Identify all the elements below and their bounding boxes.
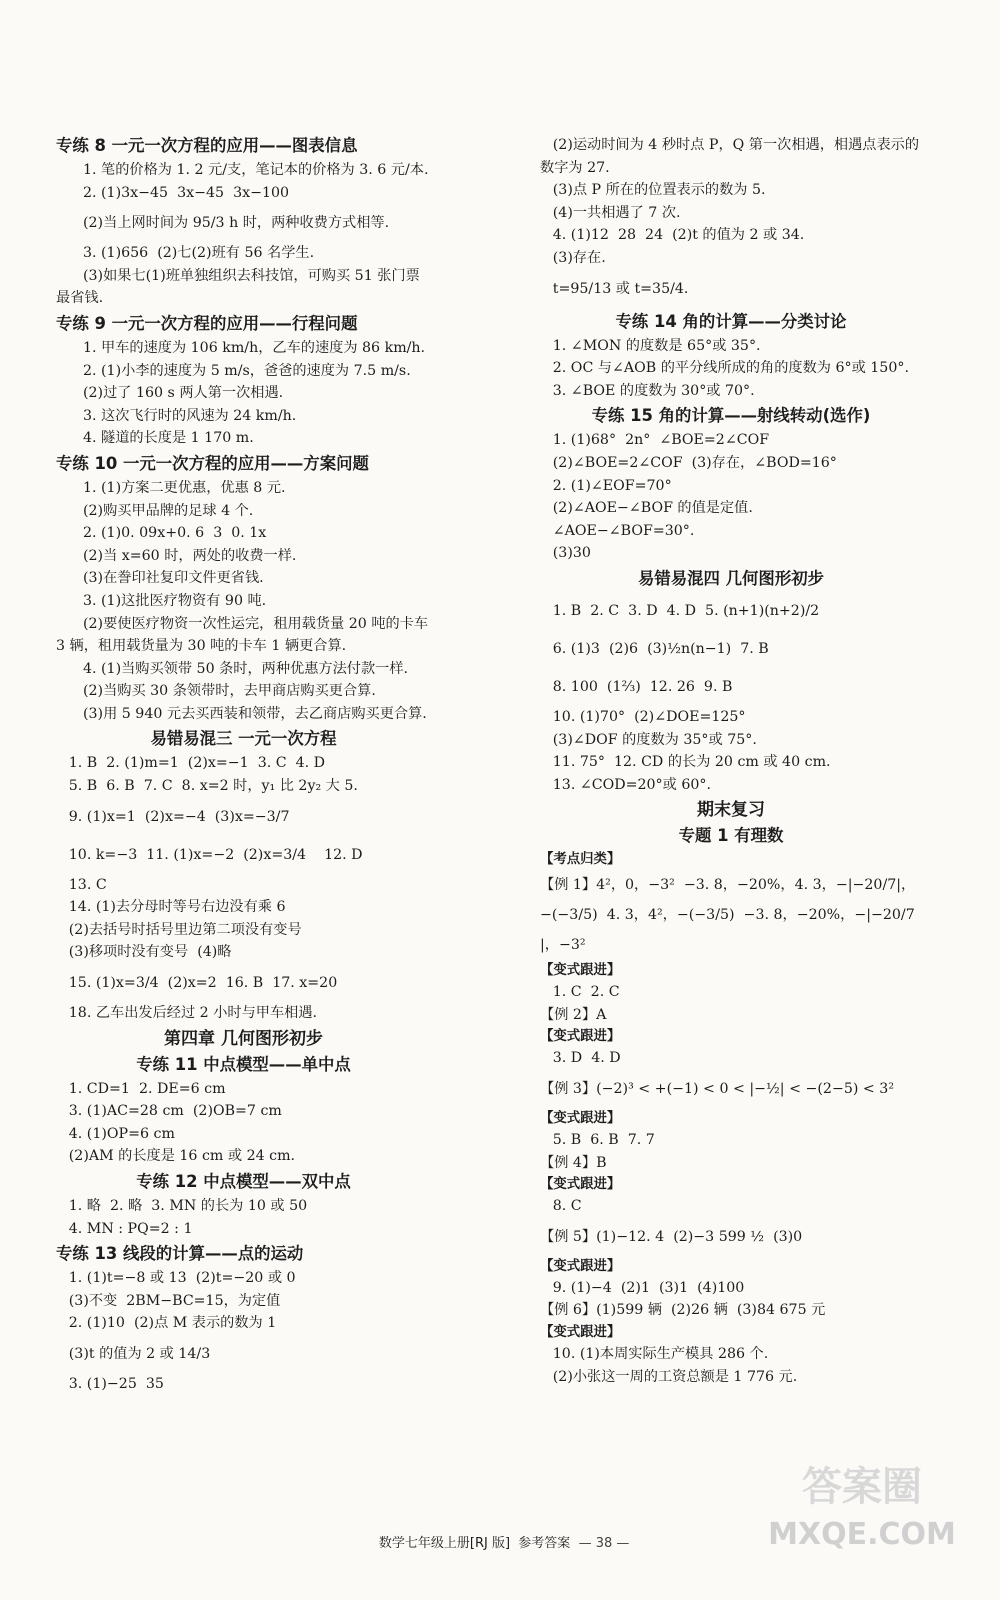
answer-line: 1. B 2. (1)m=1 (2)x=−1 3. C 4. D (68, 755, 326, 772)
answer-line: 【例 2】A (540, 1006, 607, 1023)
section-title: 易错易混三 一元一次方程 (150, 729, 337, 749)
answer-line: 4. (1)OP=6 cm (68, 1125, 175, 1142)
answer-line: 15. (1)x=3/4 (2)x=2 16. B 17. x=20 (68, 975, 338, 992)
answer-line: 8. C (552, 1198, 582, 1215)
tag-label: 【变式跟进】 (540, 1177, 621, 1193)
answer-line: 3. (1)这批医疗物资有 90 吨. (82, 592, 267, 609)
answer-line: 2. (1)∠EOF=70° (552, 477, 672, 494)
answer-line: (2)当购买 30 条领带时，去甲商店购买更合算. (82, 683, 376, 700)
answer-line: (2)运动时间为 4 秒时点 P，Q 第一次相遇，相遇点表示的数字为 27. (540, 137, 920, 176)
answer-line: 3. (1)−25 35 (68, 1375, 164, 1392)
section-title: 专练 15 角的计算——射线转动(选作) (591, 406, 871, 426)
tag-label: 【变式跟进】 (540, 1258, 621, 1274)
answer-line: 1. CD=1 2. DE=6 cm (68, 1080, 226, 1097)
answer-line: 3. ∠BOE 的度数为 30°或 70°. (552, 382, 755, 399)
right-column (540, 134, 922, 1388)
answer-line: 6. (1)3 (2)6 (3)½n(n−1) 7. B (552, 640, 769, 657)
watermark-logo-text: 答案圈 (802, 1464, 922, 1510)
watermark-logo (752, 1452, 972, 1562)
answer-line: 【例 5】(1)−12. 4 (2)−3 599 ½ (3)0 (540, 1228, 803, 1245)
answer-line: 4. (1)12 28 24 (2)t 的值为 2 或 34. (552, 227, 805, 244)
left-column (56, 132, 431, 1396)
answer-line: (2)当 x=60 时，两处的收费一样. (82, 547, 297, 564)
answer-line: (3)在誊印社复印文件更省钱. (82, 570, 264, 587)
tag-label: 【变式跟进】 (540, 1325, 621, 1341)
answer-line: 2. (1)0. 09x+0. 6 3 0. 1x (82, 525, 267, 542)
answer-line: t=95/13 或 t=35/4. (552, 280, 689, 297)
answer-line: (3)移项时没有变号 (4)略 (68, 944, 232, 961)
answer-line: ∠AOE−∠BOF=30°. (552, 522, 695, 539)
answer-line: 9. (1)x=1 (2)x=−4 (3)x=−3/7 (68, 808, 290, 825)
answer-line: (3)t 的值为 2 或 14/3 (68, 1345, 211, 1362)
section-title: 专练 13 线段的计算——点的运动 (56, 1244, 304, 1264)
answer-line: (2)要使医疗物资一次性运完，租用载货量 20 吨的卡车 3 辆，租用载货量为 30 吨的卡车 1 辆更合算. (56, 615, 433, 655)
answer-line: 2. OC 与∠AOB 的平分线所成的角的度数为 6°或 150°. (552, 360, 909, 377)
section-title: 易错易混四 几何图形初步 (637, 568, 824, 588)
answer-line: (2)过了 160 s 两人第一次相遇. (82, 385, 284, 402)
answer-line: 5. B 6. B 7. C 8. x=2 时，y₁ 比 2y₂ 大 5. (68, 778, 358, 795)
answer-line: 3. 这次飞行时的风速为 24 km/h. (82, 407, 297, 424)
answer-line: (3)如果七(1)班单独组织去科技馆，可购买 51 张门票最省钱. (56, 267, 420, 307)
answer-line: 3. D 4. D (552, 1050, 621, 1067)
answer-line: 4. (1)当购买领带 50 条时，两种优惠方法付款一样. (82, 660, 409, 677)
answer-line: 11. 75° 12. CD 的长为 20 cm 或 40 cm. (552, 754, 831, 771)
section-title: 专练 12 中点模型——双中点 (136, 1172, 351, 1191)
section-title: 专练 8 一元一次方程的应用——图表信息 (56, 136, 358, 155)
answer-line: (2)AM 的长度是 16 cm 或 24 cm. (68, 1148, 296, 1165)
answer-line: (2)当上网时间为 95/3 h 时，两种收费方式相等. (82, 215, 390, 232)
section-title: 专题 1 有理数 (678, 826, 784, 846)
answer-line: 1. (1)方案二更优惠，优惠 8 元. (82, 479, 286, 496)
tag-label: 【变式跟进】 (540, 1111, 621, 1127)
answer-line: (3)用 5 940 元去买西装和领带，去乙商店购买更合算. (82, 705, 427, 722)
page-number: — 38 — (578, 1536, 630, 1551)
answer-line: (4)一共相遇了 7 次. (552, 204, 681, 221)
answer-line: 3. (1)656 (2)七(2)班有 56 名学生. (82, 245, 315, 262)
tag-label: 【考点归类】 (540, 852, 621, 868)
answer-line: 10. (1)本周实际生产模具 286 个. (552, 1346, 769, 1363)
answer-line: 8. 100 (1⅔) 12. 26 9. B (552, 678, 733, 695)
answer-line: 14. (1)去分母时等号右边没有乘 6 (68, 899, 286, 916)
answer-line: (3)30 (552, 545, 591, 562)
answer-line: 5. B 6. B 7. 7 (552, 1132, 655, 1149)
section-title: 专练 9 一元一次方程的应用——行程问题 (56, 313, 358, 333)
answer-line: 1. B 2. C 3. D 4. D 5. (n+1)(n+2)/2 (552, 602, 820, 619)
answer-line: (3)存在. (552, 249, 606, 266)
chapter-title: 第四章 几何图形初步 (164, 1028, 323, 1049)
footer-book-title: 数学七年级上册[RJ 版] (378, 1536, 511, 1551)
tag-label: 【变式跟进】 (540, 1029, 621, 1045)
answer-line: 2. (1)10 (2)点 M 表示的数为 1 (68, 1315, 277, 1332)
answer-line: 10. k=−3 11. (1)x=−2 (2)x=3/4 12. D (68, 846, 363, 863)
section-title: 专练 14 角的计算——分类讨论 (615, 311, 847, 331)
answer-line: 1. 笔的价格为 1. 2 元/支，笔记本的价格为 3. 6 元/本. (82, 162, 429, 178)
answer-line: 1. C 2. C (552, 984, 620, 1001)
answer-line: 2. (1)3x−45 3x−45 3x−100 (82, 184, 290, 201)
answer-line: 1. ∠MON 的度数是 65°或 35°. (552, 337, 761, 354)
answer-line: 13. C (68, 876, 107, 893)
answer-line: 1. 甲车的速度为 106 km/h，乙车的速度为 86 km/h. (82, 339, 426, 356)
footer-section: 参考答案 (518, 1536, 571, 1551)
answer-line: (3)点 P 所在的位置表示的数为 5. (552, 182, 766, 199)
answer-line: (2)∠BOE=2∠COF (3)存在，∠BOD=16° (552, 454, 837, 471)
answer-line: 【例 4】B (540, 1154, 607, 1171)
answer-line: 1. 略 2. 略 3. MN 的长为 10 或 50 (68, 1198, 308, 1214)
answer-line: 【例 1】4²，0，−3² −3. 8，−20%，4. 3，−|−20/7|，−(−3/5) 4. 3，4²，−(−3/5) −3. 8，−20%，−|−20/7|，−3² (540, 877, 916, 954)
answer-line: 2. (1)小李的速度为 5 m/s，爸爸的速度为 7.5 m/s. (82, 362, 411, 379)
chapter-title: 期末复习 (697, 800, 765, 821)
answer-line: (2)小张这一周的工资总额是 1 776 元. (552, 1368, 798, 1385)
answer-line: 【例 3】(−2)³ < +(−1) < 0 < |−½| < −(2−5) < 3² (540, 1081, 895, 1098)
tag-label: 【变式跟进】 (540, 963, 621, 979)
answer-line: 1. (1)68° 2n° ∠BOE=2∠COF (552, 432, 770, 449)
answer-line: 【例 6】(1)599 辆 (2)26 辆 (3)84 675 元 (540, 1302, 826, 1319)
answer-line: 4. 隧道的长度是 1 170 m. (82, 430, 254, 447)
section-title: 专练 11 中点模型——单中点 (136, 1054, 351, 1074)
answer-line: (2)购买甲品牌的足球 4 个. (82, 502, 254, 519)
answer-line: 18. 乙车出发后经过 2 小时与甲车相遇. (68, 1005, 318, 1022)
answer-line: 3. (1)AC=28 cm (2)OB=7 cm (68, 1103, 282, 1120)
section-title: 专练 10 一元一次方程的应用——方案问题 (56, 453, 369, 473)
answer-line: 1. (1)t=−8 或 13 (2)t=−20 或 0 (68, 1270, 296, 1287)
answer-line: (2)∠AOE−∠BOF 的值是定值. (552, 500, 753, 517)
answer-line: (2)去括号时括号里边第二项没有变号 (68, 921, 302, 938)
answer-line: (3)∠DOF 的度数为 35°或 75°. (552, 731, 757, 748)
answer-line: 13. ∠COD=20°或 60°. (552, 776, 711, 793)
watermark-url: MXQE.COM (768, 1517, 956, 1552)
answer-line: 9. (1)−4 (2)1 (3)1 (4)100 (552, 1279, 745, 1296)
answer-line: 10. (1)70° (2)∠DOE=125° (552, 708, 746, 725)
answer-line: (3)不变 2BM−BC=15，为定值 (68, 1292, 281, 1309)
answer-line: 4. MN : PQ=2 : 1 (68, 1220, 193, 1237)
